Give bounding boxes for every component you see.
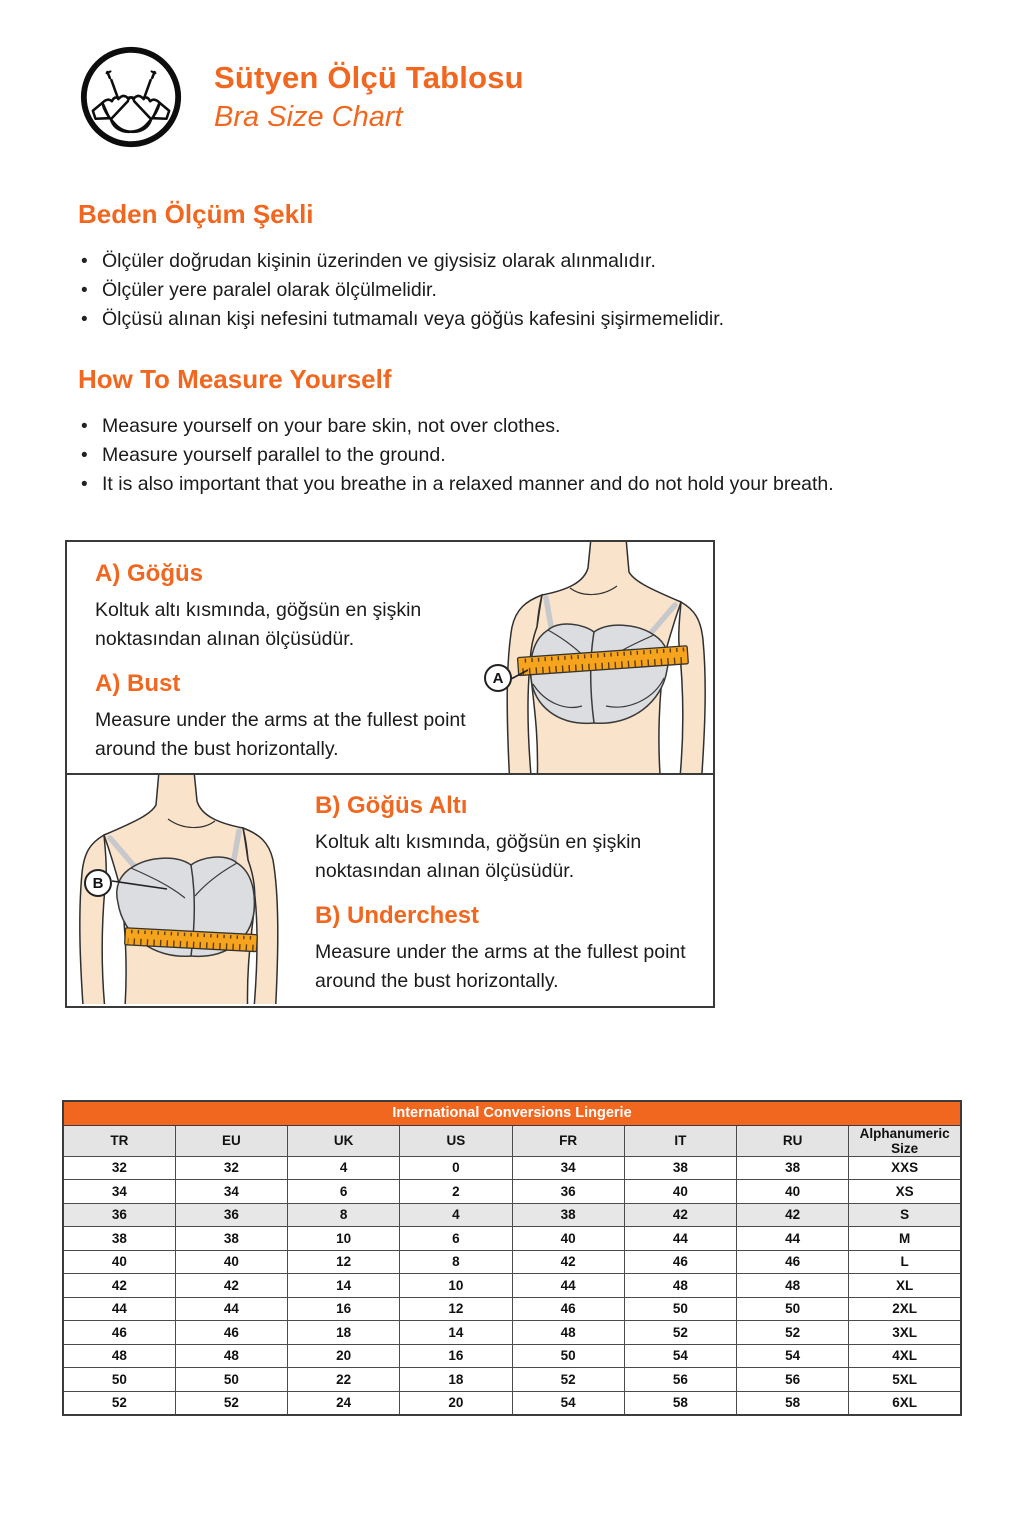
measurement-diagram-box [65, 540, 715, 1008]
table-cell: XXS [849, 1156, 961, 1180]
list-item [78, 247, 978, 276]
table-row [63, 1203, 961, 1227]
page-title: Sütyen Ölçü Tablosu [214, 60, 524, 95]
label-a-text: A [492, 669, 504, 687]
table-cell: 42 [512, 1250, 624, 1274]
table-header-row [63, 1125, 961, 1156]
table-cell: 8 [288, 1203, 400, 1227]
table-cell: 8 [400, 1250, 512, 1274]
bullet-icon: • [81, 416, 88, 437]
table-cell: 40 [624, 1180, 736, 1204]
label-a-badge [484, 664, 512, 692]
table-cell: 38 [175, 1227, 287, 1251]
page-header [78, 44, 524, 150]
table-cell: 56 [624, 1368, 736, 1392]
column-header-tr: TR [63, 1125, 175, 1156]
label-b-badge [84, 869, 112, 897]
heading-gogus: A) Göğüs [95, 560, 203, 587]
table-cell: 16 [400, 1344, 512, 1368]
table-cell: 10 [400, 1274, 512, 1298]
table-cell: 50 [175, 1368, 287, 1392]
table-cell: 50 [624, 1297, 736, 1321]
table-cell: 46 [175, 1321, 287, 1345]
table-cell: 42 [175, 1274, 287, 1298]
table-cell: 38 [624, 1156, 736, 1180]
table-cell: 5XL [849, 1368, 961, 1392]
list-item-text: Ölçüler doğrudan kişinin üzerinden ve giysisiz olarak alınmalıdır. [102, 250, 656, 272]
bust-measurement-text [95, 560, 477, 780]
bullet-list-tr [78, 247, 978, 334]
list-item-text: Measure yourself parallel to the ground. [102, 444, 446, 466]
table-cell: 58 [737, 1391, 849, 1415]
column-header-fr: FR [512, 1125, 624, 1156]
bullet-icon: • [81, 309, 88, 330]
table-title: International Conversions Lingerie [63, 1101, 961, 1125]
table-cell: 34 [63, 1180, 175, 1204]
table-cell: 44 [512, 1274, 624, 1298]
table-cell: 18 [400, 1368, 512, 1392]
bullet-icon: • [81, 280, 88, 301]
table-cell: 22 [288, 1368, 400, 1392]
table-row [63, 1321, 961, 1345]
table-cell: 56 [737, 1368, 849, 1392]
section-measuring-instructions-tr [78, 199, 978, 334]
bust-measurement-figure [468, 542, 713, 773]
table-cell: 12 [288, 1250, 400, 1274]
table-cell: 3XL [849, 1321, 961, 1345]
table-cell: 36 [512, 1180, 624, 1204]
table-cell: 52 [63, 1391, 175, 1415]
table-cell: 48 [624, 1274, 736, 1298]
table-cell: 42 [737, 1203, 849, 1227]
table-cell: 36 [175, 1203, 287, 1227]
table-cell: 32 [63, 1156, 175, 1180]
heading-gogus-alti: B) Göğüs Altı [315, 792, 468, 819]
table-cell: S [849, 1203, 961, 1227]
table-cell: 52 [175, 1391, 287, 1415]
table-cell: 54 [512, 1391, 624, 1415]
label-b-text: B [92, 874, 104, 892]
bullet-icon: • [81, 474, 88, 495]
table-cell: M [849, 1227, 961, 1251]
table-cell: 48 [737, 1274, 849, 1298]
table-row [63, 1250, 961, 1274]
table-cell: 40 [63, 1250, 175, 1274]
table-cell: 38 [737, 1156, 849, 1180]
table-cell: 4XL [849, 1344, 961, 1368]
list-item [78, 276, 978, 305]
table-cell: 10 [288, 1227, 400, 1251]
table-cell: 44 [175, 1297, 287, 1321]
table-cell: 46 [512, 1297, 624, 1321]
list-item [78, 412, 978, 441]
list-item [78, 470, 978, 499]
table-cell: 18 [288, 1321, 400, 1345]
list-item-text: Ölçüsü alınan kişi nefesini tutmamalı veya göğüs kafesini şişirmemelidir. [102, 308, 725, 330]
table-cell: 40 [512, 1227, 624, 1251]
page-subtitle: Bra Size Chart [214, 101, 403, 133]
table-cell: 52 [512, 1368, 624, 1392]
table-row [63, 1180, 961, 1204]
table-cell: 58 [624, 1391, 736, 1415]
list-item-text: Ölçüler yere paralel olarak ölçülmelidir. [102, 279, 437, 301]
table-cell: 46 [63, 1321, 175, 1345]
table-row [63, 1274, 961, 1298]
table-cell: 2 [400, 1180, 512, 1204]
column-header-it: IT [624, 1125, 736, 1156]
table-cell: XL [849, 1274, 961, 1298]
table-cell: 42 [624, 1203, 736, 1227]
title-block [214, 60, 524, 134]
table-cell: 44 [737, 1227, 849, 1251]
table-cell: 14 [288, 1274, 400, 1298]
table-row [63, 1368, 961, 1392]
table-cell: 20 [400, 1391, 512, 1415]
column-header-ru: RU [737, 1125, 849, 1156]
body-gogus: Koltuk altı kısmında, göğsün en şişkin noktasından alınan ölçüsüdür. [95, 599, 422, 650]
table-cell: 50 [63, 1368, 175, 1392]
column-header-alphanumeric: Alphanumeric Size [849, 1125, 961, 1156]
table-cell: 50 [512, 1344, 624, 1368]
section-heading-en: How To Measure Yourself [78, 364, 392, 394]
table-cell: 6 [288, 1180, 400, 1204]
table-cell: 48 [175, 1344, 287, 1368]
heading-bust: A) Bust [95, 670, 181, 697]
body-gogus-alti: Koltuk altı kısmında, göğsün en şişkin noktasından alınan ölçüsüdür. [315, 831, 642, 882]
column-header-eu: EU [175, 1125, 287, 1156]
table-cell: 52 [624, 1321, 736, 1345]
body-underchest: Measure under the arms at the fullest point around the bust horizontally. [315, 941, 686, 992]
table-cell: 54 [624, 1344, 736, 1368]
table-cell: 16 [288, 1297, 400, 1321]
section-heading-tr: Beden Ölçüm Şekli [78, 199, 314, 229]
section-measuring-instructions-en [78, 364, 978, 499]
column-header-us: US [400, 1125, 512, 1156]
table-row [63, 1391, 961, 1415]
bullet-icon: • [81, 445, 88, 466]
table-cell: 34 [175, 1180, 287, 1204]
size-conversion-table [62, 1100, 962, 1416]
table-cell: 24 [288, 1391, 400, 1415]
table-cell: 40 [175, 1250, 287, 1274]
table-cell: 48 [63, 1344, 175, 1368]
list-item [78, 305, 978, 334]
table-cell: 44 [63, 1297, 175, 1321]
table-cell: 38 [512, 1203, 624, 1227]
bullet-list-en [78, 412, 978, 499]
table-title-row [63, 1101, 961, 1125]
body-bust: Measure under the arms at the fullest point around the bust horizontally. [95, 709, 466, 760]
table-cell: 52 [737, 1321, 849, 1345]
heading-underchest: B) Underchest [315, 902, 480, 929]
table-cell: 12 [400, 1297, 512, 1321]
table-cell: 46 [737, 1250, 849, 1274]
bra-logo-icon [78, 44, 184, 150]
list-item-text: Measure yourself on your bare skin, not over clothes. [102, 415, 561, 437]
table-cell: 46 [624, 1250, 736, 1274]
table-row [63, 1156, 961, 1180]
table-cell: 42 [63, 1274, 175, 1298]
table-cell: 38 [63, 1227, 175, 1251]
table-cell: 4 [288, 1156, 400, 1180]
table-cell: 48 [512, 1321, 624, 1345]
table-cell: 20 [288, 1344, 400, 1368]
table-cell: 44 [624, 1227, 736, 1251]
table-row [63, 1227, 961, 1251]
table-cell: 36 [63, 1203, 175, 1227]
table-cell: 6XL [849, 1391, 961, 1415]
underchest-measurement-text [315, 792, 707, 1012]
table-cell: 50 [737, 1297, 849, 1321]
table-cell: L [849, 1250, 961, 1274]
column-header-uk: UK [288, 1125, 400, 1156]
bullet-icon: • [81, 251, 88, 272]
list-item [78, 441, 978, 470]
table-cell: XS [849, 1180, 961, 1204]
table-cell: 32 [175, 1156, 287, 1180]
list-item-text: It is also important that you breathe in a relaxed manner and do not hold your breath. [102, 473, 834, 495]
table-cell: 0 [400, 1156, 512, 1180]
table-cell: 34 [512, 1156, 624, 1180]
table-cell: 54 [737, 1344, 849, 1368]
table-cell: 14 [400, 1321, 512, 1345]
table-row [63, 1344, 961, 1368]
table-cell: 40 [737, 1180, 849, 1204]
table-row [63, 1297, 961, 1321]
table-cell: 6 [400, 1227, 512, 1251]
table-cell: 4 [400, 1203, 512, 1227]
table-cell: 2XL [849, 1297, 961, 1321]
